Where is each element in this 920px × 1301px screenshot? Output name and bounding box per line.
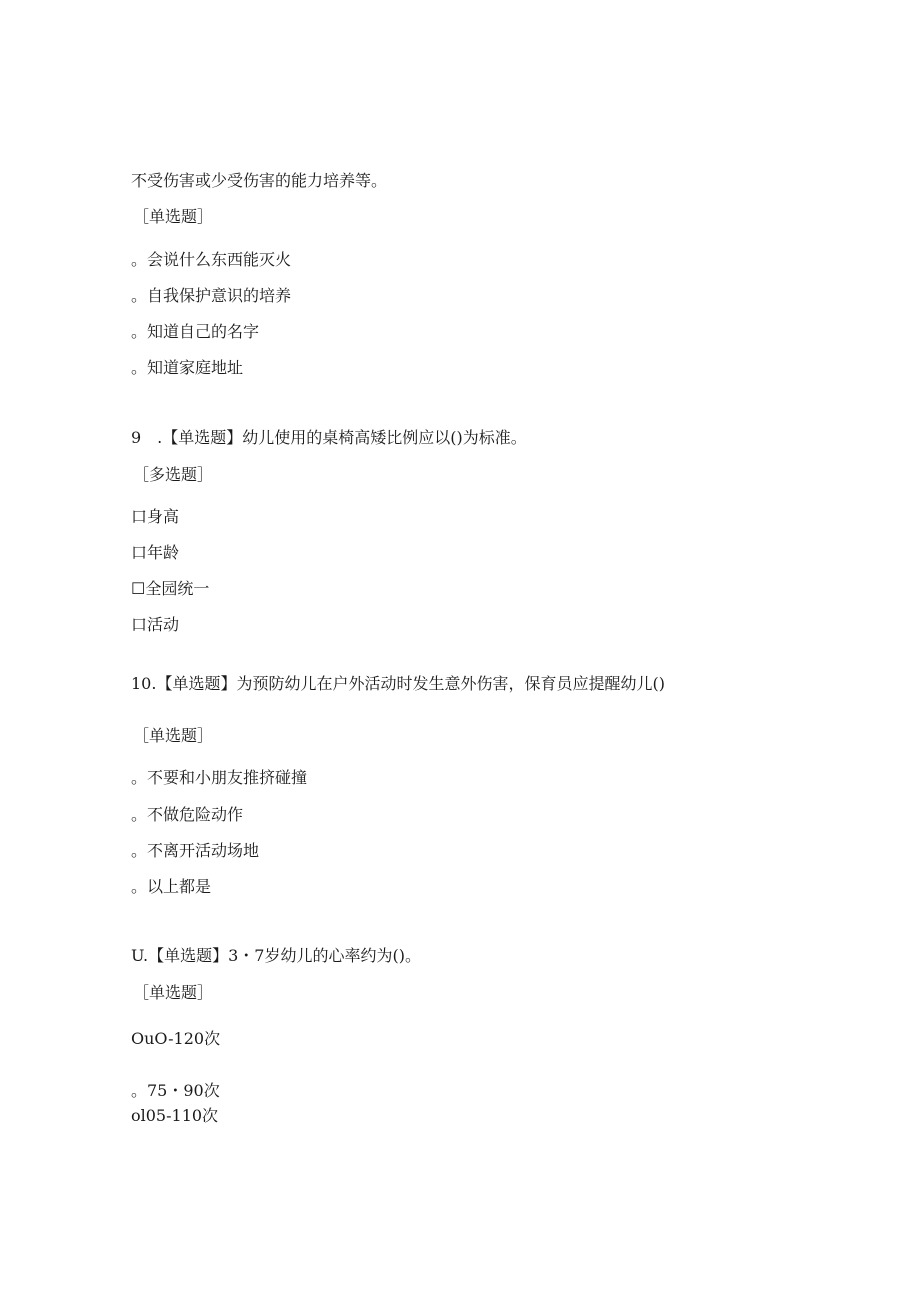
- question-10-option-c[interactable]: 。不离开活动场地: [131, 841, 260, 860]
- question-8-option-c[interactable]: 。知道自己的名字: [131, 322, 260, 341]
- question-8-option-d[interactable]: 。知道家庭地址: [131, 358, 244, 377]
- question-11-option-a[interactable]: OuO-120次: [131, 1029, 221, 1048]
- question-11-type-tag: ［单选题］: [133, 983, 214, 1002]
- question-8-option-b[interactable]: 。自我保护意识的培养: [131, 286, 292, 305]
- question-10-stem: 10.【单选题】为预防幼儿在户外活动时发生意外伤害，保育员应提醒幼儿(): [131, 674, 665, 693]
- question-11-option-b[interactable]: 。75・90次: [131, 1081, 220, 1100]
- question-9-option-c[interactable]: ☐全园统一: [131, 579, 210, 598]
- question-11-stem: U.【单选题】3・7岁幼儿的心率约为()。: [131, 946, 421, 965]
- question-8-option-a[interactable]: 。会说什么东西能灭火: [131, 250, 292, 269]
- question-10-option-b[interactable]: 。不做危险动作: [131, 805, 244, 824]
- question-10-type-tag: ［单选题］: [133, 726, 214, 745]
- question-10-option-d[interactable]: 。以上都是: [131, 877, 212, 896]
- question-10-option-a[interactable]: 。不要和小朋友推挤碰撞: [131, 768, 308, 787]
- question-9-option-a[interactable]: 口身高: [131, 507, 180, 526]
- intro-line: 不受伤害或少受伤害的能力培养等。: [131, 171, 388, 190]
- question-9-option-b[interactable]: 口年龄: [131, 543, 180, 562]
- question-9-stem: 9 .【单选题】幼儿使用的桌椅高矮比例应以()为标准。: [131, 428, 527, 447]
- question-9-option-d[interactable]: 口活动: [131, 615, 180, 634]
- question-8-type-tag: ［单选题］: [133, 207, 214, 226]
- question-9-type-tag: ［多选题］: [133, 465, 214, 484]
- question-11-option-c[interactable]: ol05-110次: [131, 1106, 219, 1125]
